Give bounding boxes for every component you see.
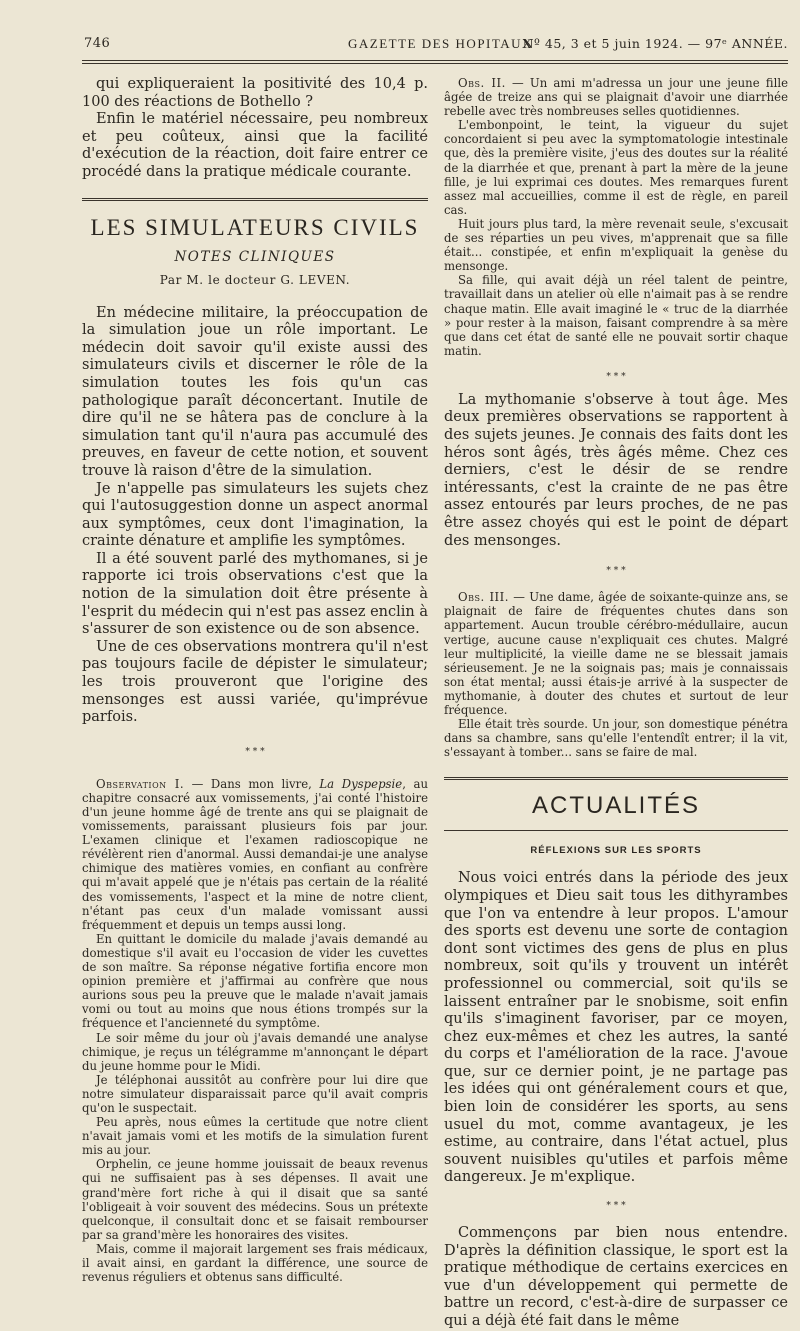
article-title: LES SIMULATEURS CIVILS [90,214,420,240]
observation-one [82,777,428,932]
observation-paragraph: Elle était très sourde. Un jour, son domestique pénétra dans sa chambre, sans qu'elle l'entendît entrer; il la vit, s'essayant à tomber... sans se faire de mal. [444,717,788,760]
observation-lead: Observation I. [96,776,185,791]
observation-paragraph: Le soir même du jour où j'avais demandé une analyse chimique, je reçus un télégramme m'annonçant le départ du jeune homme pour le Midi. [82,1030,428,1073]
book-title: La Dyspepsie [319,776,403,791]
observation-paragraph: Je téléphonai aussitôt au confrère pour lui dire que notre simulateur disparaissait parce qu'il avait compris qu'on le suspectait. [82,1072,428,1115]
separator-stars: * * * [606,1201,626,1212]
observation-lead-rest: — Dans mon livre, [184,776,320,791]
observation-paragraph: Mais, comme il majorait largement ses frais médicaux, il avait ainsi, en gardant la différence, une source de revenus réguliers et obtenus sans difficulté. [82,1241,428,1285]
separator-stars: * * * [606,371,626,382]
mythomania-paragraph: La mythomanie s'observe à tout âge. Mes deux premières observations se rapportent à des sujets jeunes. Je connais des faits dont les héros sont âgés, très âgés même. Chez ces derniers, c'est le désir de se rendre intéressants, c'est la crainte de ne pas être assez entourés par leurs proches, de ne pas être assez choyés qui est le point de départ des mensonges. [444,391,788,549]
observation-text: — Un ami m'adressa un jour une jeune fille âgée de treize ans qui se plaignait d'avoir une diarrhée rebelle avec très nombreuses selles quotidiennes. [444,76,788,119]
body-paragraph: Une de ces observations montrera qu'il n'est pas toujours facile de dépister le simulateur; les trois prouveront que l'origine des mensonges est aussi variée, qu'imprévue parfois. [82,638,428,726]
article-byline: Par M. le docteur G. LEVEN. [159,272,351,287]
page-header [78,36,788,60]
section-divider [444,777,788,780]
observation-two [444,76,788,118]
intro-paragraph: qui expliqueraient la positivité des 10,4 p. 100 des réactions de Bothello ? [82,76,428,110]
article-body [82,305,428,727]
observation-paragraph: Orphelin, ce jeune homme jouissait de beaux revenus qui ne suffisaient pas à ses dépenses. Il avait une grand'mère fort riche à qui il disait que sa santé l'obligeait à voir souvent des médecins. Sous un prétexte quelconque, il consultait donc et se faisait rembourser par sa grand'mère les honoraires des visites. [82,1157,428,1242]
left-column [82,72,428,1285]
observation-lead: Obs. III. [458,590,510,605]
observation-paragraph: En quittant le domicile du malade j'avais demandé au domestique s'il avait eu l'occasion de vider les cuvettes de son maître. Sa réponse négative fortifia encore mon opinion première et j'affirmai au confrère que nous aurions sous peu la preuve que le malade n'avait jamais vomi ou tout au moins que nous étions trompés sur la fréquence et l'ancienneté du symptôme. [82,931,428,1031]
separator-stars: * * * [606,566,626,577]
article-subtitle: NOTES CLINIQUES [174,248,336,265]
header-rule [82,60,788,61]
observation-paragraph: L'embonpoint, le teint, la vigueur du sujet concordaient si peu avec la symptomatologie intestinale que, dès la première visite, j'eus des doutes sur la réalité de la diarrhée et que, prenant à part la mère de la jeune fille, je lui exprimai ces doutes. Mes remarques furent assez mal accueillies, comme il est de règle, en pareil cas. [444,118,788,217]
header-rule-2 [82,63,788,64]
separator-stars: * * * [245,746,265,757]
observation-three [444,590,788,717]
observation-lead: Obs. II. [458,76,506,90]
body-paragraph: Il a été souvent parlé des mythomanes, si je rapporte ici trois observations c'est que la notion de la simulation doit être présente à l'esprit du médecin qui n'est pas assez enclin à s'assurer de son existence ou de son absence. [82,550,428,638]
observation-paragraph: Sa fille, qui avait déjà un réel talent de peintre, travaillait dans un atelier où elle n'aimait pas à se rendre chaque matin. Elle avait imaginé le « truc de la diarrhée » pour rester à la maison, faisant comprendre à sa mère que dans cet état de santé elle ne pouvait sortir chaque matin. [444,273,788,358]
journal-title: GAZETTE DES HOPITAUX [348,36,533,51]
page-number: 746 [84,36,111,51]
observation-paragraph: Peu après, nous eûmes la certitude que notre client n'avait jamais vomi et les motifs de la simulation furent mis au jour. [82,1115,428,1158]
sports-paragraph: Nous voici entrés dans la période des jeux olympiques et Dieu sait tous les dithyrambes que l'on va entendre à leur propos. L'amour des sports est devenu une sorte de contagion dont sont victimes des gens de plus en plus nombreux, soit qu'ils y trouvent un intérêt professionnel ou commercial, soit qu'ils se laissent entraîner par le snobisme, soit enfin qu'ils s'imaginent favoriser, par ce moyen, chez eux-mêmes et chez les autres, la santé du corps et l'amélioration de la race. J'avoue que, sur ce dernier point, je ne partage pas les idées qui ont généralement cours et que, bien loin de considérer les sports, au sens usuel du mot, comme avantageux, je les estime, au contraire, dans l'état actuel, plus souvent nuisibles qu'utiles et parfois même dangereux. Je m'explique. [444,870,788,1186]
observation-text: — Une dame, âgée de soixante-quinze ans, se plaignait de faire de fréquentes chutes dans son appartement. Aucun trouble cérébro-médullaire, aucun vertige, aucune cause n'expliquait ces chutes. Malgré leur multiplicité, la vieille dame ne se blessait jamais sérieusement. Je ne la soignais pas; mais je connaissais son état mental; aussi étais-je arrivé à la suspecter de mythomanie, à douter des chutes et surtout de leur fréquence. [444,590,788,717]
section-divider [82,198,428,201]
intro-paragraph: Enfin le matériel nécessaire, peu nombreux et peu coûteux, ainsi que la facilité d'exécution de la réaction, doit faire entrer ce procédé dans la pratique médicale courante. [82,111,428,180]
body-paragraph: En médecine militaire, la préoccupation de la simulation joue un rôle important. Le médecin doit savoir qu'il existe aussi des simulateurs civils et discerner le rôle de la simulation toutes les fois qu'un cas pathologique paraît déconcertant. Inutile de dire qu'il ne se hâtera pas de conclure à la simulation tant qu'il n'aura pas accumulé des preuves, en faveur de cette notion, et souvent trouve là raison d'être de la simulation. [82,304,428,479]
right-column [444,76,788,1329]
sports-paragraph: Commençons par bien nous entendre. D'après la définition classique, le sport est la pratique méthodique de certains exercices en vue d'un développement qui permette de battre un record, c'est-à-dire de surpasser ce qui a déjà été fait dans le même [444,1225,788,1329]
observation-paragraph: Huit jours plus tard, la mère revenait seule, s'excusait de ses réparties un peu vives, m'apprenait que sa fille était... constipée, et enfin m'expliquait la genèse du mensonge. [444,216,788,274]
section-divider-thin [444,830,788,831]
observation-text: , au chapitre consacré aux vomissements, j'ai conté l'histoire d'un jeune homme âgé de trente ans qui se plaignait de vomissements, paraissant plusieurs fois par jour. L'examen clinique et l'examen radioscopique ne révélèrent rien d'anormal. Aussi demandai-je une analyse chimique des matières vomies, en confiant au confrère qui m'avait appelé que je n'étais pas certain de la réalité des vomissements, l'aspect et la mine de notre client, n'étant pas ceux d'un malade vomissant aussi fréquemment et depuis un temps aussi long. [82,776,428,932]
issue-info: Nº 45, 3 et 5 juin 1924. — 97ᵉ ANNÉE. [522,36,788,51]
section-subhead: RÉFLEXIONS SUR LES SPORTS [530,845,702,857]
body-paragraph: Je n'appelle pas simulateurs les sujets chez qui l'autosuggestion donne un aspect anormal aux symptômes, ceux dont l'imagination, la crainte dénature et amplifie les symptômes. [82,480,428,550]
section-title: ACTUALITÉS [531,792,701,820]
